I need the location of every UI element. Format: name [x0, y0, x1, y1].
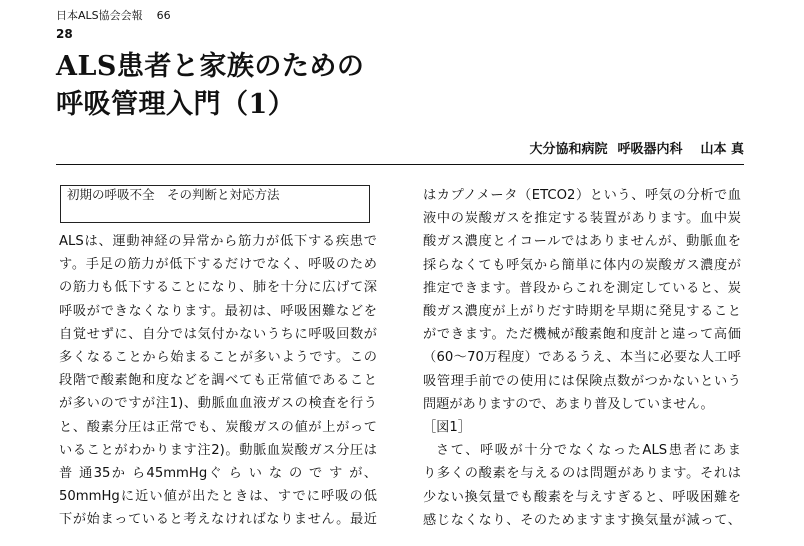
right-line-10: 問題がありますので、あまり普及していません。 — [423, 396, 714, 412]
left-line-6: 多くなることから始まることが多いようです。この — [59, 350, 377, 366]
right-line-12: さて、呼吸が十分でなくなったALS患者にあま — [436, 443, 741, 459]
right-line-1: はカプノメータ（ETCO2）という、呼気の分析で血 — [423, 188, 741, 203]
byline-department: 呼吸器内科 — [617, 142, 683, 157]
byline — [529, 142, 744, 158]
left-line-9: と、酸素分圧は正常でも、炭酸ガスの値が上がって — [59, 419, 377, 435]
right-line-14: 少ない換気量でも酸素を与えすぎると、呼吸困難を — [423, 489, 741, 505]
left-line-5: 自覚せずに、自分では気付かないうちに呼吸回数が — [59, 326, 377, 342]
right-line-5: 推定できます。普段からこれを測定していると、炭 — [423, 280, 741, 296]
byline-hospital: 大分協和病院 — [529, 142, 608, 157]
right-line-15: 感じなくなり、そのためますます換気量が減って、 — [423, 512, 741, 528]
journal-name: 日本ALS協会会報 — [56, 9, 143, 22]
right-line-7: ができます。ただ機械が酸素飽和度計と違って高価 — [423, 327, 741, 343]
title-line-2: 呼吸管理入門（1） — [56, 89, 296, 120]
article-title — [56, 48, 364, 124]
left-line-13: 下が始まっていると考えなければなりません。最近 — [59, 512, 377, 528]
title-divider — [56, 164, 744, 165]
left-line-2: す。手足の筋力が低下するだけでなく、呼吸のため — [59, 257, 377, 273]
right-line-8: （60～70万程度）であるうえ、本当に必要な人工呼 — [423, 350, 741, 366]
left-line-8: が多いのですが注1)、動脈血血液ガスの検査を行う — [59, 396, 377, 412]
section-heading: 初期の呼吸不全 その判断と対応方法 — [60, 185, 370, 223]
left-line-1: ALSは、運動神経の异常から筋力が低下する疾患で — [59, 234, 377, 249]
figure-reference: ［図1］ — [423, 420, 471, 436]
right-line-4: 採らなくても呼気から簡単に体内の炭酸ガス濃度が — [423, 257, 741, 273]
left-line-10: いることがわかります注2)。動脈血炭酸ガス分圧は — [59, 442, 377, 458]
title-line-1: ALS患者と家族のための — [56, 51, 365, 82]
right-line-2: 液中の炭酸ガスを推定する装置があります。血中炭 — [423, 211, 741, 227]
byline-author: 山本 真 — [700, 142, 744, 157]
left-line-7: 段階で酸素飽和度などを調べても正常値であること — [59, 373, 377, 389]
left-line-12: 50mmHgに近い値が出たときは、すでに呼吸の低 — [59, 489, 377, 505]
issue-number: 66 — [156, 9, 171, 22]
left-column — [59, 230, 377, 532]
right-line-13: り多くの酸素を与えるのは問題があります。それは — [423, 466, 741, 482]
right-column — [423, 184, 741, 532]
page-number: 28 — [56, 27, 73, 41]
left-line-4: 呼吸ができなくなります。最初は、呼吸困難などを — [59, 303, 377, 319]
right-line-6: 酸ガス濃度が上がりだす時期を早期に発見すること — [423, 304, 741, 320]
running-header — [56, 9, 171, 23]
right-line-9: 吸管理手前での使用には保険点数がつかないという — [423, 373, 741, 389]
left-line-3: の筋力も低下することになり、肺を十分に広げて深 — [59, 280, 377, 296]
right-line-3: 酸ガス濃度とイコールではありませんが、動脈血を — [423, 234, 741, 250]
left-line-11: 普 通35か ら45mmHgぐ ら い な の で す が、 — [59, 466, 377, 482]
